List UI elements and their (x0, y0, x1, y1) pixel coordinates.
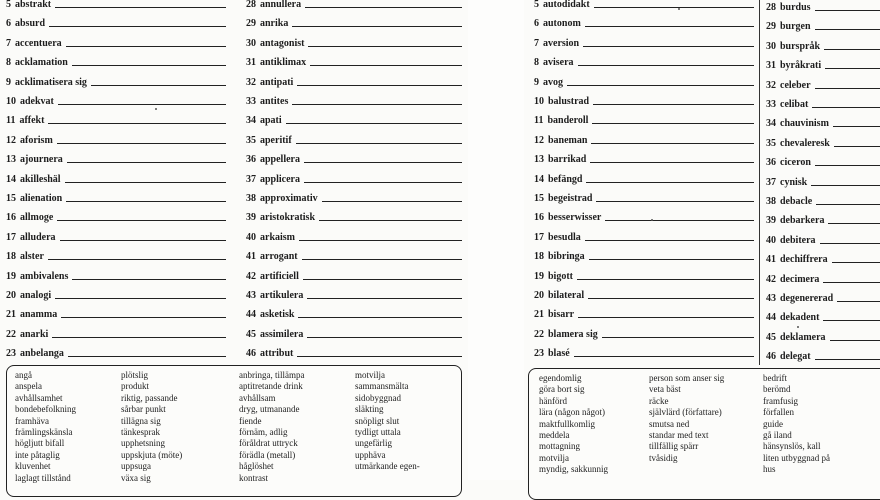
question-word: blasé (548, 348, 570, 360)
question-word: anbelanga (20, 348, 64, 360)
page-gutter (468, 0, 524, 480)
question-word: celibat (780, 99, 809, 110)
question-word: barrikad (548, 154, 587, 166)
answer-option: plötslig (121, 370, 149, 380)
answer-option: hänförd (539, 395, 567, 406)
left-answer-box (6, 365, 462, 497)
question-number: 17 (534, 231, 544, 243)
answer-option: ungefärlig (355, 438, 392, 449)
answer-option: angå (15, 370, 32, 380)
question-word: acklimatisera sig (15, 76, 87, 88)
question-number: 39 (246, 212, 256, 224)
question-number: 45 (246, 328, 256, 340)
answer-option: kluvenhet (15, 461, 51, 472)
question-word: arrogant (260, 251, 298, 263)
question-word: ajournera (20, 154, 63, 166)
question-word: alster (20, 251, 44, 263)
answer-line[interactable] (574, 355, 754, 357)
question-word: artikulera (260, 290, 304, 301)
question-row (766, 340, 880, 362)
question-word: aperitif (260, 134, 292, 146)
question-word: bibringa (548, 251, 585, 263)
question-word: approximativ (260, 193, 318, 204)
question-word: avisera (543, 57, 574, 69)
question-word: avog (543, 76, 563, 88)
question-word: delegat (780, 351, 811, 363)
question-number: 6 (6, 18, 11, 30)
question-number: 14 (534, 173, 544, 185)
answer-option (355, 473, 420, 484)
question-number: 37 (766, 176, 776, 188)
question-number: 36 (766, 157, 776, 169)
question-number: 6 (534, 18, 539, 30)
question-word: ciceron (780, 157, 811, 169)
question-word: analogi (20, 290, 52, 301)
question-word: antites (260, 96, 289, 107)
question-word: asketisk (260, 309, 295, 321)
question-word: bigott (548, 270, 573, 282)
right-worksheet (524, 0, 880, 480)
answer-option: dryg, utmanande (239, 404, 300, 415)
answer-column (539, 373, 608, 476)
question-word: assimilera (260, 328, 304, 340)
question-word: besudla (548, 231, 581, 243)
question-number: 16 (6, 212, 16, 224)
question-number: 40 (246, 231, 256, 243)
question-number: 23 (6, 348, 16, 360)
question-number: 34 (766, 118, 776, 130)
question-number: 28 (246, 0, 256, 10)
answer-option: maktfullkomlig (539, 418, 595, 429)
answer-option: sårbar punkt (121, 404, 166, 415)
answer-option: avhållsam (239, 392, 276, 403)
question-word: anarki (20, 328, 49, 340)
question-word: blamera sig (548, 328, 598, 340)
answer-line[interactable] (815, 358, 880, 360)
answer-option: göra bort sig (539, 384, 585, 395)
question-number: 16 (534, 212, 544, 224)
question-word: besserwisser (548, 212, 602, 224)
answer-option: sidobyggnad (355, 392, 401, 403)
question-number: 29 (246, 18, 256, 30)
question-number: 12 (6, 134, 16, 146)
answer-line[interactable] (68, 355, 226, 357)
question-number: 40 (766, 234, 776, 246)
question-number: 36 (246, 154, 256, 166)
question-number: 9 (6, 76, 11, 88)
question-word: affekt (19, 115, 45, 127)
question-number: 46 (766, 351, 776, 363)
question-number: 13 (6, 154, 16, 166)
question-number: 7 (6, 37, 11, 49)
question-word: debarkera (780, 215, 825, 227)
answer-option: guide (763, 418, 783, 429)
question-number: 38 (246, 193, 256, 204)
question-word: debitera (780, 234, 816, 246)
question-number: 32 (246, 76, 256, 88)
question-word: banderoll (547, 115, 589, 127)
question-word: absurd (15, 18, 46, 30)
question-number: 11 (6, 115, 16, 127)
question-word: chevaleresk (780, 137, 830, 149)
question-word: cynisk (780, 176, 808, 188)
question-number: 42 (766, 273, 776, 285)
question-word: autodidakt (543, 0, 590, 10)
question-number: 41 (246, 251, 256, 263)
question-number: 22 (6, 328, 16, 340)
answer-option: självlärd (författare) (649, 407, 722, 418)
question-word: decimera (780, 273, 820, 285)
print-speck (651, 219, 653, 221)
question-word: antiklimax (260, 57, 307, 69)
question-word: abstrakt (15, 0, 52, 10)
answer-option: aptitretande drink (239, 381, 303, 392)
answer-option: upphetsning (121, 438, 165, 449)
answer-option: förädla (metall) (239, 449, 296, 460)
answer-option: standar med text (649, 429, 709, 440)
question-word: byråkrati (780, 60, 822, 72)
answer-option: lära (någon något) (539, 407, 605, 418)
question-number: 35 (766, 137, 776, 149)
question-word: degenererad (780, 293, 834, 304)
question-word: dechiffrera (780, 254, 828, 266)
right-answer-box (528, 368, 880, 500)
question-number: 12 (534, 134, 544, 146)
answer-option: laglagt tillstånd (15, 472, 71, 483)
question-word: attribut (260, 348, 294, 360)
question-number: 29 (766, 21, 776, 33)
question-word: artificiell (260, 270, 299, 282)
question-number: 8 (534, 57, 539, 69)
answer-option: tillägna sig (121, 415, 161, 426)
question-word: arkaism (260, 231, 295, 243)
question-number: 42 (246, 270, 256, 282)
question-number: 10 (6, 96, 16, 107)
question-number: 19 (534, 270, 544, 282)
answer-option: utmärkande egen- (355, 461, 420, 472)
question-row (6, 337, 226, 359)
answer-option: kontrast (239, 472, 268, 483)
answer-line[interactable] (297, 355, 462, 357)
question-number: 14 (6, 173, 16, 185)
question-word: begeistrad (548, 193, 593, 204)
answer-option: meddela (539, 429, 570, 440)
question-number: 20 (6, 290, 16, 301)
answer-option: räcke (649, 395, 669, 406)
answer-option: snöpligt slut (355, 415, 400, 426)
answer-option: främlingskänsla (15, 426, 73, 437)
question-number: 11 (534, 115, 544, 127)
answer-option: berömd (763, 384, 791, 395)
question-word: bisarr (548, 309, 575, 321)
answer-option: framfusig (763, 395, 798, 406)
question-number: 19 (6, 270, 16, 282)
question-number: 44 (766, 312, 776, 324)
answer-column (121, 370, 182, 484)
answer-column (649, 373, 724, 476)
question-word: deklamera (780, 331, 826, 343)
question-number: 7 (534, 37, 539, 49)
answer-option: förnäm, adlig (239, 426, 288, 437)
question-number: 23 (534, 348, 544, 360)
print-speck (155, 108, 157, 110)
question-number: 10 (534, 96, 544, 107)
question-word: autonom (543, 18, 581, 30)
print-speck (678, 8, 680, 10)
question-word: befängd (548, 173, 583, 185)
question-word: baneman (548, 134, 588, 146)
question-word: akilleshäl (20, 173, 61, 185)
question-word: aforism (20, 134, 53, 146)
answer-column (239, 370, 304, 484)
question-number: 30 (246, 37, 256, 49)
column-divider (759, 0, 760, 365)
question-number: 28 (766, 2, 776, 13)
answer-option: riktig, passande (121, 392, 178, 403)
answer-option: högljutt bifall (15, 438, 65, 449)
question-number: 21 (534, 309, 544, 321)
question-word: annullera (260, 0, 302, 10)
answer-option: anspela (15, 381, 42, 392)
question-word: burspråk (780, 40, 821, 52)
answer-option: hänsynslös, kall (763, 441, 821, 452)
question-word: burdus (780, 2, 811, 13)
question-word: applicera (260, 173, 300, 185)
question-number: 33 (766, 99, 776, 110)
question-number: 22 (534, 328, 544, 340)
answer-option: tvåsidig (649, 452, 678, 463)
answer-option: mottagning (539, 441, 580, 452)
answer-option: veta bäst (649, 384, 681, 395)
question-number: 8 (6, 57, 11, 69)
question-word: acklamation (15, 57, 68, 69)
answer-option: gå iland (763, 429, 792, 440)
question-number: 18 (6, 251, 16, 263)
question-number: 15 (534, 193, 544, 204)
question-word: antipati (260, 76, 294, 88)
question-number: 18 (534, 251, 544, 263)
question-number: 45 (766, 331, 776, 343)
answer-option: bondebefolkning (15, 404, 76, 415)
question-number: 13 (534, 154, 544, 166)
answer-option: person som anser sig (649, 373, 725, 383)
question-number: 20 (534, 290, 544, 301)
question-number: 21 (6, 309, 16, 321)
question-number: 17 (6, 231, 16, 243)
question-number: 9 (534, 76, 539, 88)
answer-option: smutsa ned (649, 418, 690, 429)
question-word: dekadent (780, 312, 820, 324)
answer-option: släkting (355, 404, 384, 415)
answer-option: hus (763, 464, 776, 475)
question-word: alludera (20, 231, 56, 243)
answer-option: motvilja (355, 370, 385, 380)
question-word: balustrad (548, 96, 590, 107)
question-number: 32 (766, 79, 776, 91)
question-word: accentuera (15, 37, 62, 49)
answer-option: fiende (239, 415, 262, 426)
answer-option: produkt (121, 381, 149, 392)
answer-option: förfallen (763, 407, 794, 418)
question-word: adekvat (20, 96, 54, 107)
answer-option: tänkesprak (121, 426, 160, 437)
answer-option (649, 464, 724, 475)
question-number: 5 (534, 0, 539, 10)
answer-option: egendomlig (539, 373, 582, 383)
answer-option: håglöshet (239, 461, 274, 472)
question-word: chauvinism (780, 118, 829, 130)
question-word: anamma (20, 309, 58, 321)
answer-option: motvilja (539, 452, 569, 463)
question-word: ambivalens (20, 270, 69, 282)
answer-option: avhållsamhet (15, 392, 63, 403)
question-number: 41 (766, 254, 776, 266)
question-number: 44 (246, 309, 256, 321)
answer-option: framhäva (15, 415, 49, 426)
answer-column (15, 370, 76, 484)
question-word: celeber (780, 79, 811, 91)
question-word: anrika (260, 18, 289, 30)
question-word: debacle (780, 196, 813, 207)
answer-option: uppskjuta (möte) (121, 449, 183, 460)
question-word: bilateral (548, 290, 585, 301)
question-word: allmoge (20, 212, 54, 224)
question-number: 30 (766, 40, 776, 52)
question-number: 15 (6, 193, 16, 204)
answer-option: tillfällig spärr (649, 441, 699, 452)
question-row (246, 337, 462, 359)
question-number: 5 (6, 0, 11, 10)
answer-option: liten utbyggnad på (763, 452, 830, 463)
question-row (534, 337, 754, 359)
question-word: alienation (20, 193, 63, 204)
answer-column (355, 370, 420, 484)
answer-column (763, 373, 830, 476)
print-speck (797, 326, 799, 328)
question-number: 31 (246, 57, 256, 69)
question-number: 34 (246, 115, 256, 127)
answer-option: inte påtaglig (15, 449, 60, 460)
answer-option: tydligt uttala (355, 426, 401, 437)
answer-option: bedrift (763, 373, 787, 383)
question-number: 38 (766, 196, 776, 207)
question-number: 31 (766, 60, 776, 72)
question-number: 43 (766, 293, 776, 304)
question-word: appellera (260, 154, 300, 166)
question-word: aversion (543, 37, 580, 49)
answer-option: sammansmälta (355, 381, 409, 392)
answer-option: växa sig (121, 472, 151, 483)
answer-option: upphäva (355, 449, 386, 460)
question-number: 39 (766, 215, 776, 227)
question-number: 37 (246, 173, 256, 185)
answer-option: uppsuga (121, 461, 151, 472)
question-number: 35 (246, 134, 256, 146)
answer-option: myndig, sakkunnig (539, 464, 608, 475)
question-number: 33 (246, 96, 256, 107)
answer-option: anbringa, tillämpa (239, 370, 305, 380)
question-number: 46 (246, 348, 256, 360)
question-word: antagonist (260, 37, 305, 49)
question-word: burgen (780, 21, 811, 33)
question-word: apati (260, 115, 282, 127)
answer-option: föråldrat uttryck (239, 438, 298, 449)
question-number: 43 (246, 290, 256, 301)
question-word: aristokratisk (260, 212, 315, 224)
